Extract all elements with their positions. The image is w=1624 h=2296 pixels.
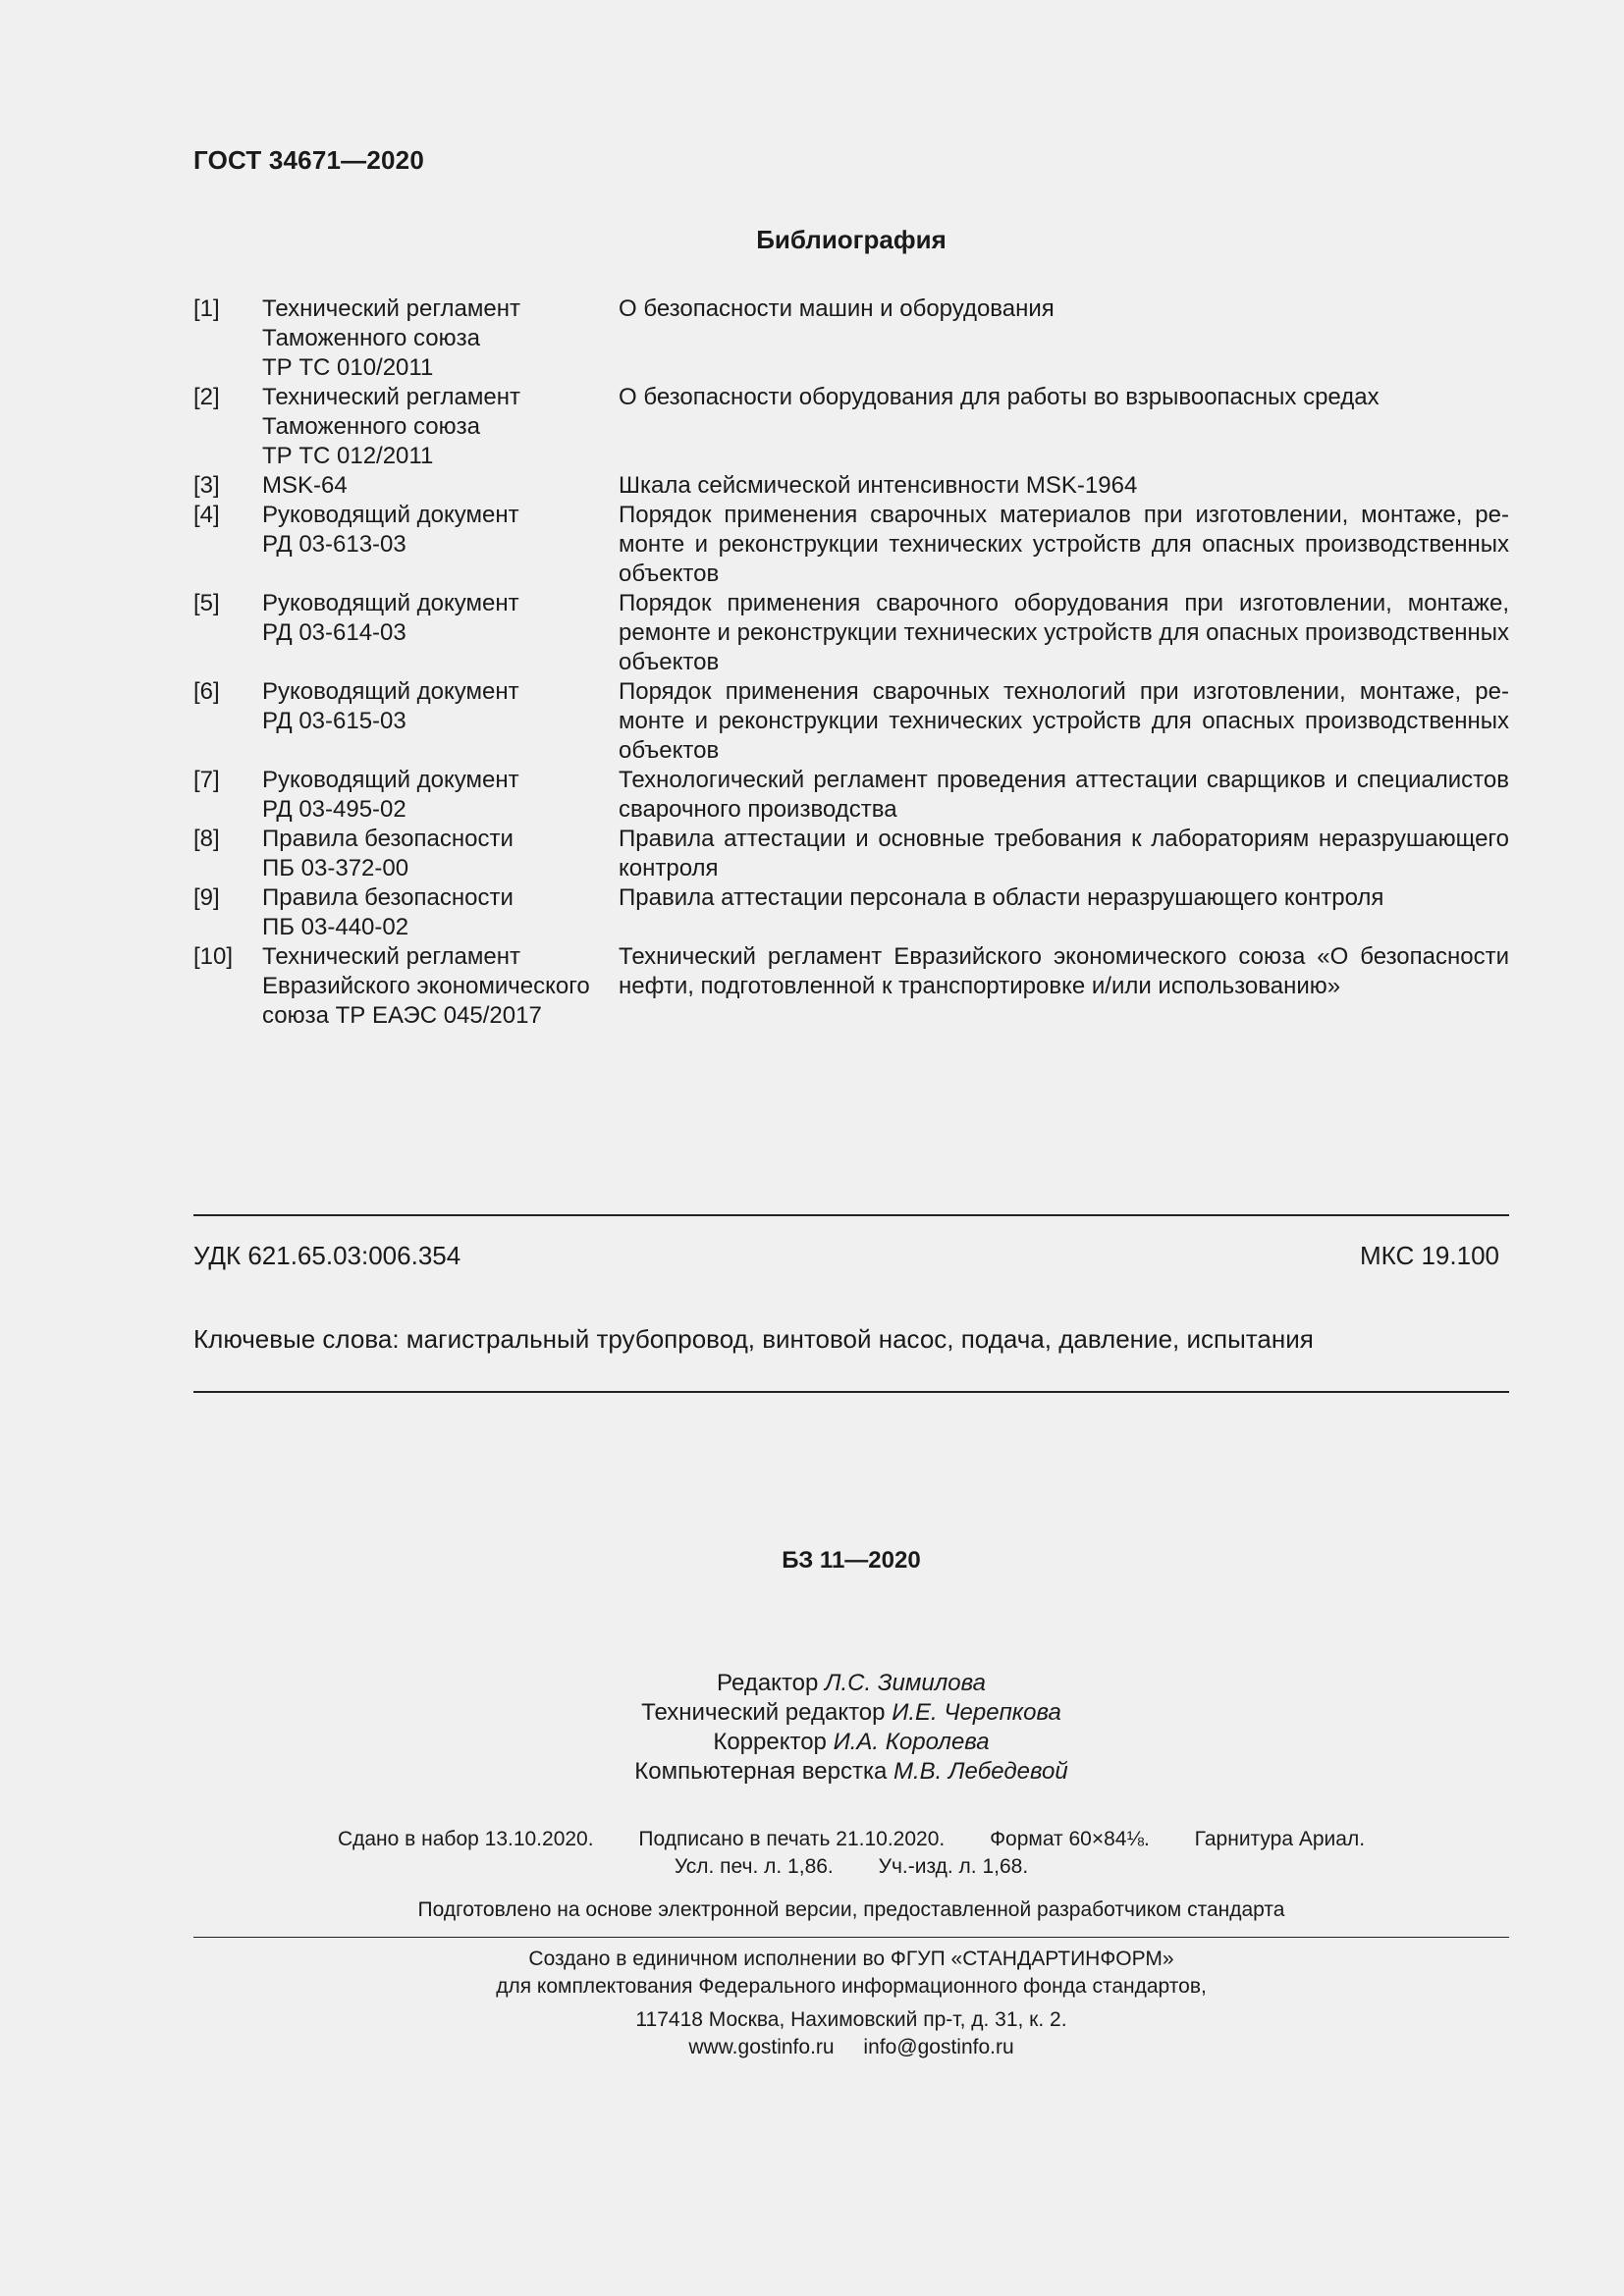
print-info-item: Подписано в печать 21.10.2020. (638, 1828, 946, 1850)
entry-source (262, 883, 619, 942)
entry-description: Технический регламент Евразийского экономического союза «О безопасности нефти, подготовленной к транспортировке и/или использованию» (619, 943, 1509, 999)
credit-line (193, 1728, 1509, 1757)
entry-number: [7] (193, 767, 220, 793)
entry-number: [2] (193, 384, 220, 410)
publisher-contacts (193, 2034, 1509, 2061)
credit-role: Корректор (713, 1729, 827, 1755)
entry-source-line: Технический регламент (262, 943, 520, 970)
bibliography-entry (193, 883, 1509, 942)
entry-number: [4] (193, 502, 220, 528)
entry-description: Технологический регламент проведения аттестации сварщиков и специалистов сварочного производства (619, 767, 1509, 823)
keywords: Ключевые слова: магистральный трубопровод, винтовой насос, подача, давление, испытания (193, 1324, 1314, 1354)
entry-source-line: Руководящий документ (262, 767, 519, 793)
print-info-item: Сдано в набор 13.10.2020. (337, 1828, 594, 1850)
credit-line (193, 1669, 1509, 1698)
entry-number: [3] (193, 472, 220, 499)
entry-source-line: РД 03-614-03 (262, 619, 406, 646)
publisher-address: 117418 Москва, Нахимовский пр-т, д. 31, к. 2. (635, 2008, 1067, 2031)
bibliography-entry (193, 501, 1509, 589)
credit-name: И.Е. Черепкова (892, 1699, 1061, 1726)
credit-line (193, 1757, 1509, 1787)
entry-source-line: Правила безопасности (262, 826, 514, 852)
entry-number: [6] (193, 678, 220, 705)
print-info-item: Гарнитура Ариал. (1194, 1828, 1366, 1850)
credit-role: Компьютерная верстка (634, 1758, 888, 1785)
entry-source (262, 589, 619, 677)
bibliography-entry (193, 825, 1509, 883)
entry-number: [1] (193, 295, 220, 322)
entry-source-line: Правила безопасности (262, 884, 514, 911)
entry-source (262, 677, 619, 766)
divider-top (193, 1214, 1509, 1216)
entry-source-line: Таможенного союза (262, 413, 480, 440)
udk-code: УДК 621.65.03:006.354 (193, 1241, 461, 1270)
entry-number: [9] (193, 884, 220, 911)
print-info-item: Усл. печ. л. 1,86. (674, 1855, 834, 1878)
bz-code: БЗ 11—2020 (782, 1547, 921, 1574)
entry-source (262, 825, 619, 883)
divider-bottom (193, 1391, 1509, 1393)
entry-source-line: Руководящий документ (262, 502, 519, 528)
bibliography-entry (193, 766, 1509, 825)
entry-description: О безопасности оборудования для работы во взрывоопасных средах (619, 384, 1380, 410)
entry-source-line: ПБ 03-440-02 (262, 914, 409, 940)
entry-number: [10] (193, 943, 234, 970)
entry-number: [5] (193, 590, 220, 616)
credit-name: М.В. Лебедевой (893, 1758, 1068, 1785)
prepared-note: Подготовлено на основе электронной версии, предоставленной разработчиком стандарта (417, 1898, 1285, 1921)
entry-source (262, 294, 619, 383)
credit-role: Технический редактор (641, 1699, 886, 1726)
entry-description: Правила аттестации и основные требования к лабораториям неразрушающего контроля (619, 826, 1509, 881)
entry-source-line: РД 03-613-03 (262, 531, 406, 558)
mks-code: МКС 19.100 (1359, 1241, 1499, 1270)
entry-description: Порядок применения сварочных технологий при изготовлении, монтаже, ремонте и реконструкции технических устройств для опасных производственных объектов (619, 678, 1509, 764)
divider-publisher (193, 1937, 1509, 1938)
bibliography-list (193, 294, 1509, 1031)
bibliography-entry (193, 942, 1509, 1031)
entry-source (262, 766, 619, 825)
email-link[interactable]: info@gostinfo.ru (863, 2036, 1014, 2058)
entry-source-line: РД 03-495-02 (262, 796, 406, 823)
print-info-line2 (193, 1853, 1509, 1881)
entry-source-line: союза ТР ЕАЭС 045/2017 (262, 1002, 542, 1029)
bibliography-entry (193, 677, 1509, 766)
print-info-item: Формат 60×84⅛. (990, 1828, 1150, 1850)
entry-description: Порядок применения сварочного оборудования при изготовлении, монтаже, ремонте и реконструкции технических устройств для опасных производственных объектов (619, 590, 1509, 675)
entry-source-line: ТР ТС 010/2011 (262, 354, 434, 381)
credit-line (193, 1698, 1509, 1728)
entry-source (262, 383, 619, 471)
entry-source-line: Технический регламент (262, 295, 520, 322)
entry-description: Шкала сейсмической интенсивности MSK-1964 (619, 472, 1138, 499)
bibliography-entry (193, 383, 1509, 471)
bibliography-entry (193, 589, 1509, 677)
entry-number: [8] (193, 826, 220, 852)
publisher-line2: для комплектования Федерального информационного фонда стандартов, (496, 1975, 1207, 1998)
bibliography-entry (193, 471, 1509, 501)
document-code: ГОСТ 34671—2020 (193, 145, 424, 175)
publisher-line1: Создано в единичном исполнении во ФГУП «СТАНДАРТИНФОРМ» (528, 1948, 1174, 1970)
entry-source-line: ПБ 03-372-00 (262, 855, 409, 881)
print-info-line1 (193, 1826, 1509, 1853)
entry-source (262, 942, 619, 1031)
entry-description: Правила аттестации персонала в области неразрушающего контроля (619, 884, 1384, 911)
entry-source-line: ТР ТС 012/2011 (262, 443, 434, 469)
entry-source (262, 471, 619, 501)
bibliography-entry (193, 294, 1509, 383)
entry-description: Порядок применения сварочных материалов при изготовлении, монтаже, ремонте и реконструкции технических устройств для опасных производственных объектов (619, 502, 1509, 587)
entry-source (262, 501, 619, 589)
entry-source-line: Технический регламент (262, 384, 520, 410)
entry-source-line: РД 03-615-03 (262, 708, 406, 734)
bibliography-title: Библиография (756, 225, 947, 254)
credit-role: Редактор (717, 1670, 819, 1696)
print-info (193, 1826, 1509, 1881)
entry-source-line: Руководящий документ (262, 678, 519, 705)
credits-block (193, 1669, 1509, 1787)
print-info-item: Уч.-изд. л. 1,68. (878, 1855, 1029, 1878)
entry-source-line: Евразийского экономического (262, 973, 590, 999)
entry-source-line: Таможенного союза (262, 325, 480, 351)
website-link[interactable]: www.gostinfo.ru (688, 2036, 835, 2058)
entry-description: О безопасности машин и оборудования (619, 295, 1055, 322)
entry-source-line: Руководящий документ (262, 590, 519, 616)
entry-source-line: MSK-64 (262, 472, 348, 499)
credit-name: Л.С. Зимилова (825, 1670, 986, 1696)
publisher-info (193, 1946, 1509, 2061)
credit-name: И.А. Королева (833, 1729, 990, 1755)
